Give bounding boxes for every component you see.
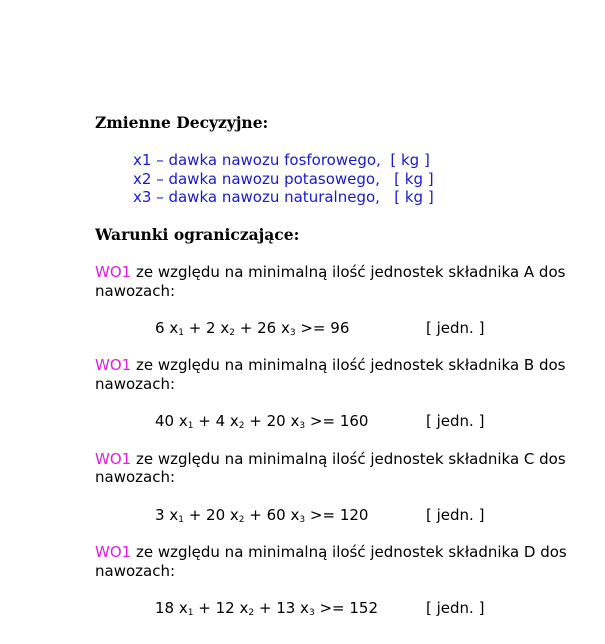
constraint-equation: 18 $x_1 + 12$ $x_2 + 13$ $x_3 >= 152$ <box>155 599 379 618</box>
constraint-text: ze względu na minimalną ilość jednostek składnika A dos <box>131 263 566 281</box>
constraint-description-cont: nawozach: <box>95 375 176 393</box>
constraint-text: ze względu na minimalną ilość jednostek składnika B dos <box>131 356 566 374</box>
variable-x2 <box>133 170 434 188</box>
constraints-heading: Warunki ograniczające: <box>95 225 300 244</box>
variable-text: x2 – dawka nawozu potasowego, <box>133 170 380 188</box>
variable-text: x3 – dawka nawozu naturalnego, <box>133 188 380 206</box>
constraint-equation: 3 $x_1 + 20$ $x_2 + 60$ $x_3 >= 120$ <box>155 506 369 525</box>
variable-unit: [ kg ] <box>394 170 434 188</box>
constraint-label: WO1 <box>95 543 132 561</box>
constraint-description <box>95 543 567 561</box>
variable-x1 <box>133 151 430 169</box>
document-page <box>95 0 605 644</box>
constraint-description-cont: nawozach: <box>95 468 176 486</box>
constraint-equation: 40 $x_1 + 4$ $x_2 + 20$ $x_3 >= 160$ <box>155 412 369 431</box>
variable-x3 <box>133 188 434 206</box>
constraint-unit: [ jedn. ] <box>426 412 485 430</box>
constraint-description <box>95 263 565 281</box>
constraint-unit: [ jedn. ] <box>426 599 485 617</box>
variable-text: x1 – dawka nawozu fosforowego, <box>133 151 381 169</box>
constraint-description-cont: nawozach: <box>95 282 176 300</box>
variable-unit: [ kg ] <box>390 151 430 169</box>
decision-variables-heading: Zmienne Decyzyjne: <box>95 113 269 132</box>
constraint-label: WO1 <box>95 450 132 468</box>
constraint-text: ze względu na minimalną ilość jednostek składnika C dos <box>131 450 566 468</box>
constraint-description <box>95 450 566 468</box>
variable-unit: [ kg ] <box>394 188 434 206</box>
constraint-description-cont: nawozach: <box>95 562 176 580</box>
constraint-unit: [ jedn. ] <box>426 506 485 524</box>
constraint-unit: [ jedn. ] <box>426 319 485 337</box>
constraint-equation: 6 $x_1 + 2$ $x_2 + 26$ $x_3 >= 96$ <box>155 319 350 338</box>
constraint-text: ze względu na minimalną ilość jednostek składnika D dos <box>131 543 567 561</box>
constraint-description <box>95 356 565 374</box>
constraint-label: WO1 <box>95 356 132 374</box>
constraint-label: WO1 <box>95 263 132 281</box>
